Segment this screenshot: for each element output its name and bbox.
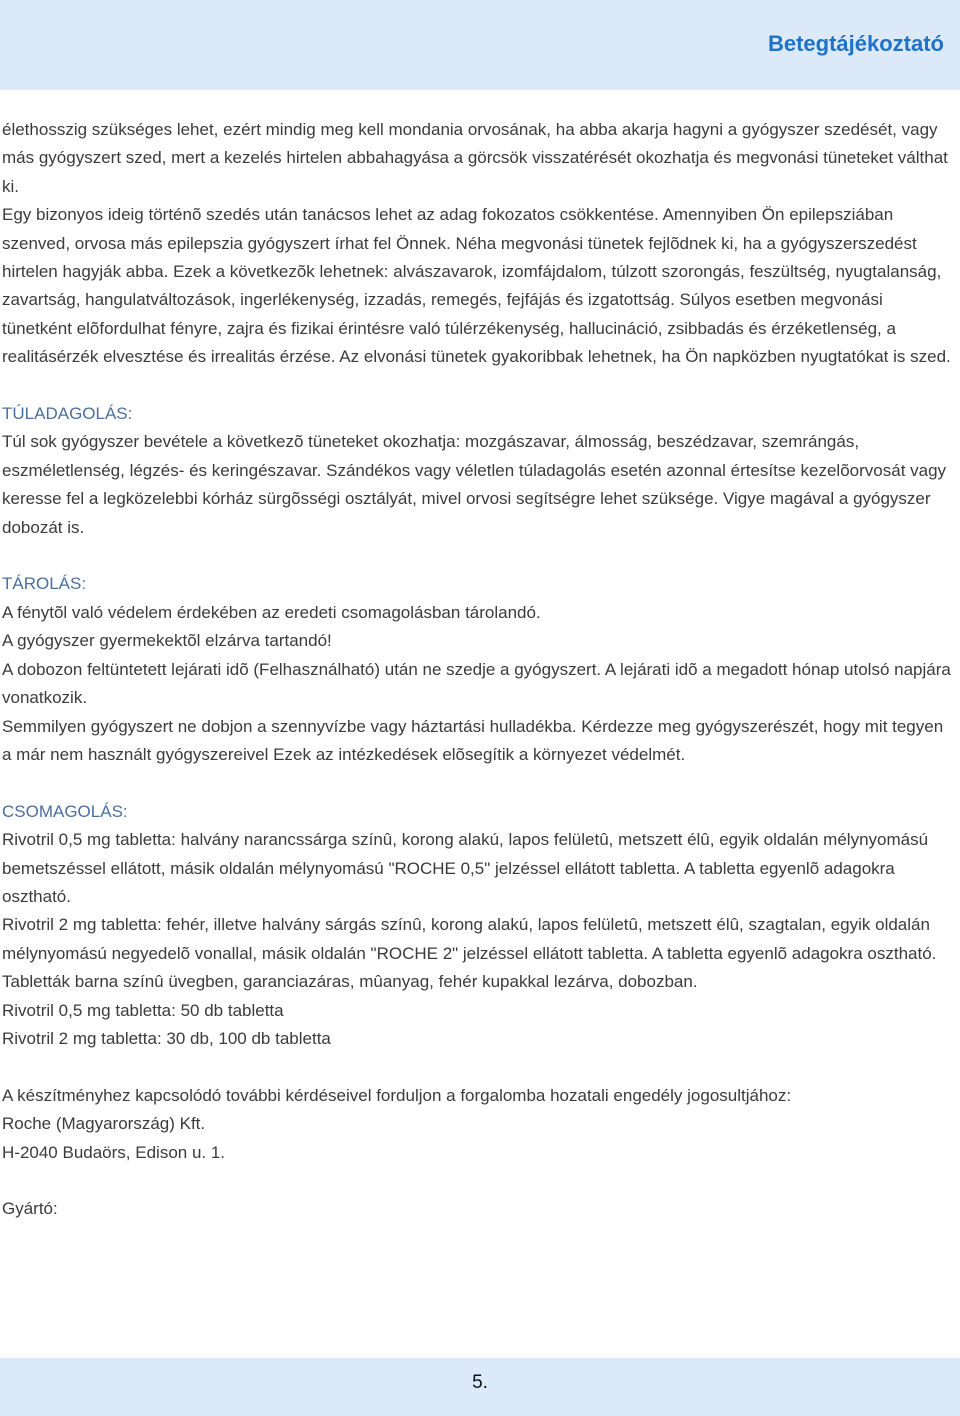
paragraph-packaging-3: Tabletták barna színû üvegben, garanciazáras, mûanyag, fehér kupakkal lezárva, dobozban. bbox=[2, 972, 698, 992]
section-title-packaging: CSOMAGOLÁS: bbox=[2, 801, 128, 821]
paragraph-contact-address: H-2040 Budaörs, Edison u. 1. bbox=[2, 1142, 226, 1162]
paragraph-packaging-2: Rivotril 2 mg tabletta: fehér, illetve halvány sárgás színû, korong alakú, lapos felületû, metszett élû, szagtalan, egyik oldalán mélynyomású negyedelõ vonallal, másik oldalán "ROCHE 2" jelzéssel ellátott tabletta. A tabletta egyenlõ adagokra osztható. bbox=[2, 915, 937, 963]
paragraph-storage-2: A gyógyszer gyermekektõl elzárva tartandó! bbox=[2, 631, 332, 651]
paragraph-contact-1: A készítményhez kapcsolódó további kérdéseivel forduljon a forgalomba hozatali engedély jogosultjához: bbox=[2, 1085, 792, 1105]
paragraph-withdrawal-intro: élethosszig szükséges lehet, ezért mindig meg kell mondania orvosának, ha abba akarja hagyni a gyógyszer szedését, vagy más gyógyszert szed, mert a kezelés hirtelen abbahagyása a görcsök visszatérését okozhatja és megvonási tüneteket válthat ki. bbox=[2, 120, 948, 196]
paragraph-storage-1: A fénytõl való védelem érdekében az eredeti csomagolásban tárolandó. bbox=[2, 602, 541, 622]
page-footer bbox=[0, 1358, 960, 1416]
paragraph-packaging-4: Rivotril 0,5 mg tabletta: 50 db tabletta bbox=[2, 1000, 284, 1020]
header-title: Betegtájékoztató bbox=[767, 31, 944, 56]
page-header bbox=[0, 0, 960, 90]
paragraph-packaging-5: Rivotril 2 mg tabletta: 30 db, 100 db tabletta bbox=[2, 1028, 331, 1048]
paragraph-storage-3: A dobozon feltüntetett lejárati idõ (Felhasználható) után ne szedje a gyógyszert. A lejárati idõ a megadott hónap utolsó napjára vonatkozik. bbox=[2, 659, 951, 708]
paragraph-packaging-1: Rivotril 0,5 mg tabletta: halvány narancssárga színû, korong alakú, lapos felületû, metszett élû, egyik oldalán mélynyomású bemetszéssel ellátott, másik oldalán mélynyomású "ROCHE 0,5" jelzéssel ellátott tabletta. A tabletta egyenlõ adagokra osztható. bbox=[2, 830, 929, 906]
document-body bbox=[2, 116, 957, 1224]
manufacturer-label: Gyártó: bbox=[2, 1199, 58, 1219]
paragraph-withdrawal-symptoms: Egy bizonyos ideig történõ szedés után tanácsos lehet az adag fokozatos csökkentése. Amennyiben Ön epilepsziában szenved, orvosa más epilepszia gyógyszert írhat fel Önnek. Néha megvonási tünetek fejlõdnek ki, ha a gyógyszerszedést hirtelen hagyják abba. Ezek a következõk lehetnek: alvászavarok, izomfájdalom, túlzott szorongás, feszültség, nyugtalanság, zavartság, hangulatváltozások, ingerlékenység, izzadás, remegés, fejfájás és izgatottság. Súlyos esetben megvonási tünetként elõfordulhat fényre, zajra és fizikai érintésre való túlérzékenység, hallucináció, zsibbadás és érzéketlenség, a realitásérzék elvesztése és irrealitás érzése. Az elvonási tünetek gyakoribbak lehetnek, ha Ön napközben nyugtatókat is szed. bbox=[2, 205, 951, 367]
page-number: 5. bbox=[472, 1372, 488, 1393]
paragraph-contact-company: Roche (Magyarország) Kft. bbox=[2, 1114, 206, 1134]
section-title-storage: TÁROLÁS: bbox=[2, 574, 87, 594]
section-title-overdose: TÚLADAGOLÁS: bbox=[2, 404, 133, 424]
paragraph-storage-4: Semmilyen gyógyszert ne dobjon a szennyvízbe vagy háztartási hulladékba. Kérdezze meg gyógyszerészét, hogy mit tegyen a már nem használt gyógyszereivel Ezek az intézkedések elõsegítik a környezet védelmét. bbox=[2, 716, 944, 764]
paragraph-overdose: Túl sok gyógyszer bevétele a következõ tüneteket okozhatja: mozgászavar, álmosság, beszédzavar, szemrángás, eszméletlenség, légzés- és keringészavar. Szándékos vagy véletlen túladagolás esetén azonnal értesítse kezelõorvosát vagy keresse fel a legközelebbi kórház sürgõsségi osztályát, mivel orvosi segítségre lehet szüksége. Vigye magával a gyógyszer dobozát is. bbox=[2, 432, 947, 537]
